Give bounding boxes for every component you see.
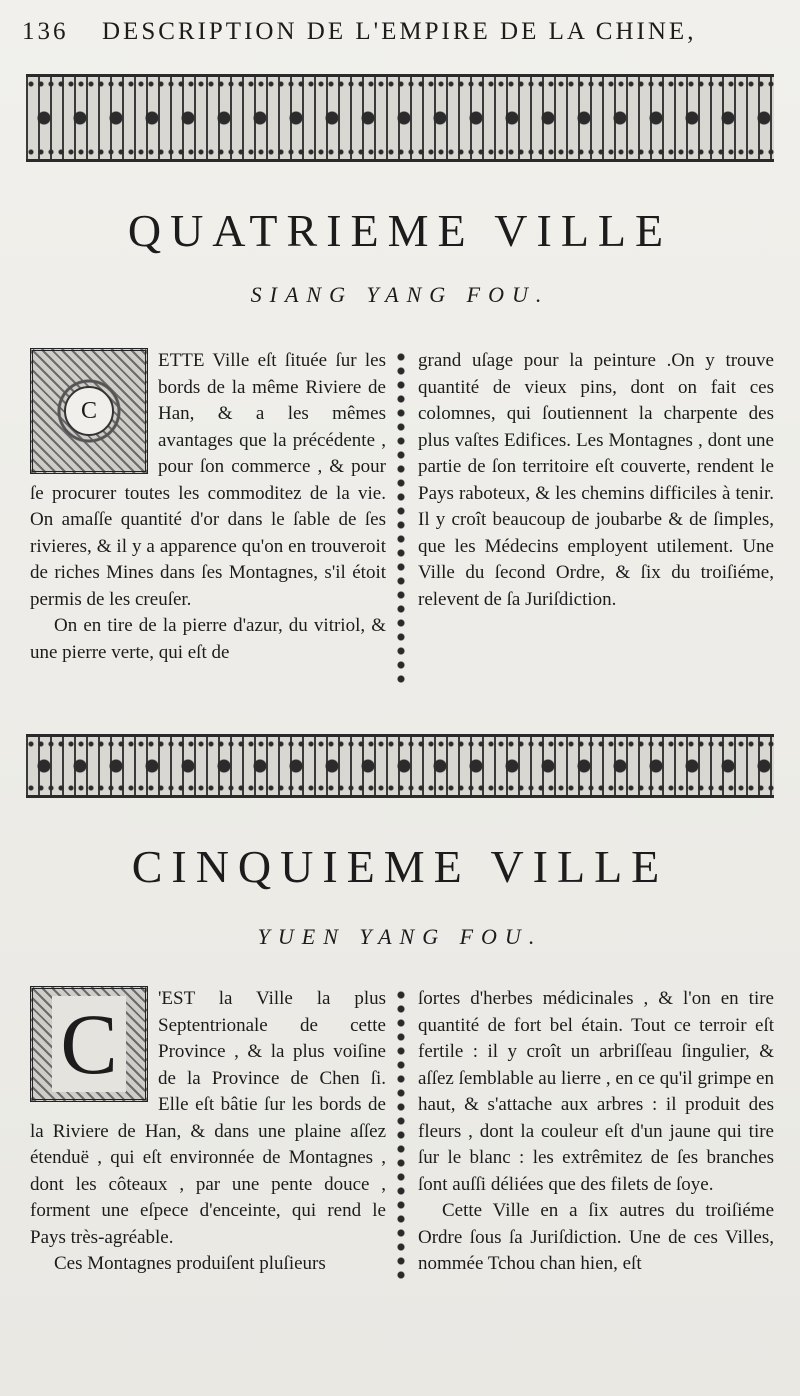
- column-divider: [394, 350, 408, 686]
- initial-letter: C: [64, 386, 114, 436]
- ornament-band-top: [26, 74, 774, 162]
- ornament-band-middle: [26, 734, 774, 798]
- paragraph: Cette Ville en a ſix autres du troiſiéme Ordre ſous ſa Juriſdiction. Une de ces Villes, nommée Tchou chan hien, eſt: [418, 1200, 774, 1274]
- paragraph: 'EST la Ville la plus Septentrionale de cette Province , & la plus voiſine de la Province de Chen ſi. Elle eſt bâtie ſur les bords de la Riviere de Han, & dans une plaine aſſez étenduë , qui eſt environnée de Montagnes , dont les côteaux , par une pente douce , forment une eſpece d'enceinte, qui rend le Pays très-agréable.: [30, 988, 386, 1248]
- decorated-initial-icon: [30, 986, 148, 1102]
- initial-letter: C: [52, 996, 126, 1092]
- section-title-quatrieme: QUATRIEME VILLE: [127, 205, 673, 256]
- section-subtitle-yuen-yang: YUEN YANG FOU.: [257, 924, 543, 949]
- paragraph: grand uſage pour la peinture .On y trouve quantité de vieux pins, dont on fait ces colomnes, qui ſoutiennent la charpente des plus vaſtes Edifices. Les Montagnes , dont une partie de ſon territoire eſt couverte, rendent le Pays raboteux, & les chemins difficiles à tenir. Il y croît beaucoup de joubarbe & de ſimples, que les Médecins employent utilement. Une Ville du ſecond Ordre, & ſix du troiſiéme, relevent de ſa Juriſdiction.: [418, 350, 774, 610]
- section-title-cinquieme: CINQUIEME VILLE: [131, 841, 669, 892]
- paragraph: ETTE Ville eſt ſituée ſur les bords de la même Riviere de Han, & a les mêmes avantages que la précédente , pour ſon commerce , & pour ſe procurer toutes les commoditez de la vie. On amaſſe quantité d'or dans le ſable de ſes rivieres, & il y a apparence qu'on en trouveroit de riches Mines dans ſes Montagnes, s'il étoit permis de les creuſer.: [30, 350, 386, 610]
- section2-left-column: [30, 986, 386, 1302]
- paragraph: Ces Montagnes produiſent pluſieurs: [54, 1253, 326, 1274]
- page-number: 136: [22, 18, 69, 45]
- section2-right-column: [418, 986, 774, 1302]
- paragraph: On en tire de la pierre d'azur, du vitriol, & une pierre verte, qui eſt de: [30, 615, 386, 663]
- decorated-initial-icon: [30, 348, 148, 474]
- running-title: DESCRIPTION DE L'EMPIRE DE LA CHINE,: [102, 18, 697, 45]
- running-header: [22, 18, 782, 54]
- section1-left-column: [30, 348, 386, 688]
- paragraph: ſortes d'herbes médicinales , & l'on en tire quantité de fort bel étain. Tout ce terroir eſt fertile : il y croît un arbriſſeau ſingulier, & aſſez ſemblable au lierre , en ce qu'il grimpe en haut, & s'attache aux arbres : il produit des fleurs , dont la couleur eſt d'un jaune qui tire ſur le blanc : les extrêmitez de ſes branches ſont auſſi déliées que des filets de ſoye.: [418, 988, 774, 1195]
- section-subtitle-siang-yang: SIANG YANG FOU.: [250, 282, 550, 307]
- column-divider: [394, 988, 408, 1284]
- section1-right-column: [418, 348, 774, 688]
